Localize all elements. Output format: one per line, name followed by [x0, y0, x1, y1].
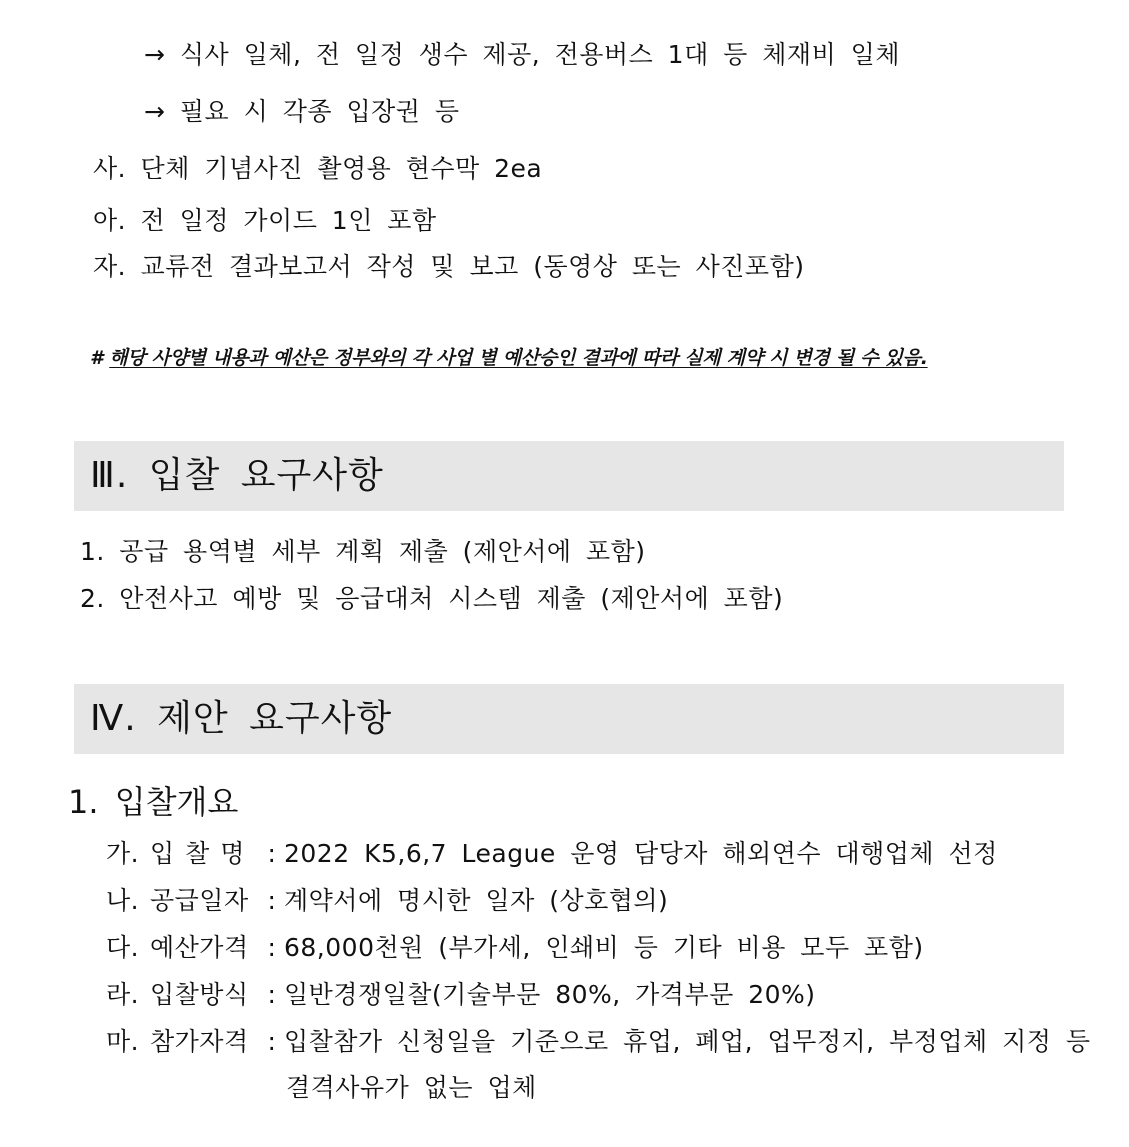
row-value: 입찰참가 신청일을 기준으로 휴업, 폐업, 업무정지, 부정업체 지정 등	[284, 1027, 1091, 1056]
row-value: 일반경쟁일찰(기술부문 80%, 가격부문 20%)	[284, 980, 816, 1009]
row-colon: :	[267, 839, 277, 868]
budget-price-row	[106, 932, 924, 964]
row-label: 입 찰 명	[150, 839, 245, 868]
banner-item: 사. 단체 기념사진 촬영용 현수막 2ea	[93, 154, 543, 183]
row-colon: :	[267, 933, 277, 962]
row-mark: 나.	[106, 886, 140, 915]
meal-water-bus-item: → 식사 일체, 전 일정 생수 제공, 전용버스 1대 등 체재비 일체	[144, 40, 900, 69]
note-mark: #	[90, 347, 103, 369]
guide-item: 아. 전 일정 가이드 1인 포함	[93, 206, 437, 235]
row-value: 계약서에 명시한 일자 (상호협의)	[284, 886, 669, 915]
budget-note	[90, 344, 928, 372]
bid-method-row	[106, 979, 816, 1011]
section-3-header	[74, 441, 1064, 511]
row-mark: 가.	[106, 839, 140, 868]
row-colon: :	[267, 886, 277, 915]
section-3-title: Ⅲ. 입찰 요구사항	[90, 455, 384, 496]
report-item: 자. 교류전 결과보고서 작성 및 보고 (동영상 또는 사진포함)	[93, 252, 805, 281]
row-label: 입찰방식	[150, 980, 249, 1009]
row-label: 공급일자	[150, 886, 249, 915]
section-4-title: Ⅳ. 제안 요구사항	[90, 698, 393, 739]
section-4-header	[74, 684, 1064, 754]
row-mark: 마.	[106, 1027, 140, 1056]
row-mark: 라.	[106, 980, 140, 1009]
bid-overview-heading: 1. 입찰개요	[68, 783, 239, 821]
row-colon: :	[267, 1027, 277, 1056]
row-value: 2022 K5,6,7 League 운영 담당자 해외연수 대행업체 선정	[284, 839, 998, 868]
supply-date-row	[106, 885, 668, 917]
row-value: 68,000천원 (부가세, 인쇄비 등 기타 비용 모두 포함)	[284, 933, 924, 962]
row-label: 예산가격	[150, 933, 249, 962]
section-3-item-1: 1. 공급 용역별 세부 계획 제출 (제안서에 포함)	[80, 537, 646, 566]
admission-ticket-item: → 필요 시 각종 입장권 등	[144, 97, 460, 126]
bid-name-row	[106, 838, 998, 870]
note-text: 해당 사양별 내용과 예산은 정부와의 각 사업 별 예산승인 결과에 따라 실제 계약 시 변경 될 수 있음.	[109, 347, 928, 369]
row-label: 참가자격	[150, 1027, 249, 1056]
eligibility-row	[106, 1026, 1090, 1058]
row-colon: :	[267, 980, 277, 1009]
eligibility-continuation: 결격사유가 없는 업체	[286, 1073, 537, 1102]
section-3-item-2: 2. 안전사고 예방 및 응급대처 시스템 제출 (제안서에 포함)	[80, 584, 784, 613]
row-mark: 다.	[106, 933, 140, 962]
